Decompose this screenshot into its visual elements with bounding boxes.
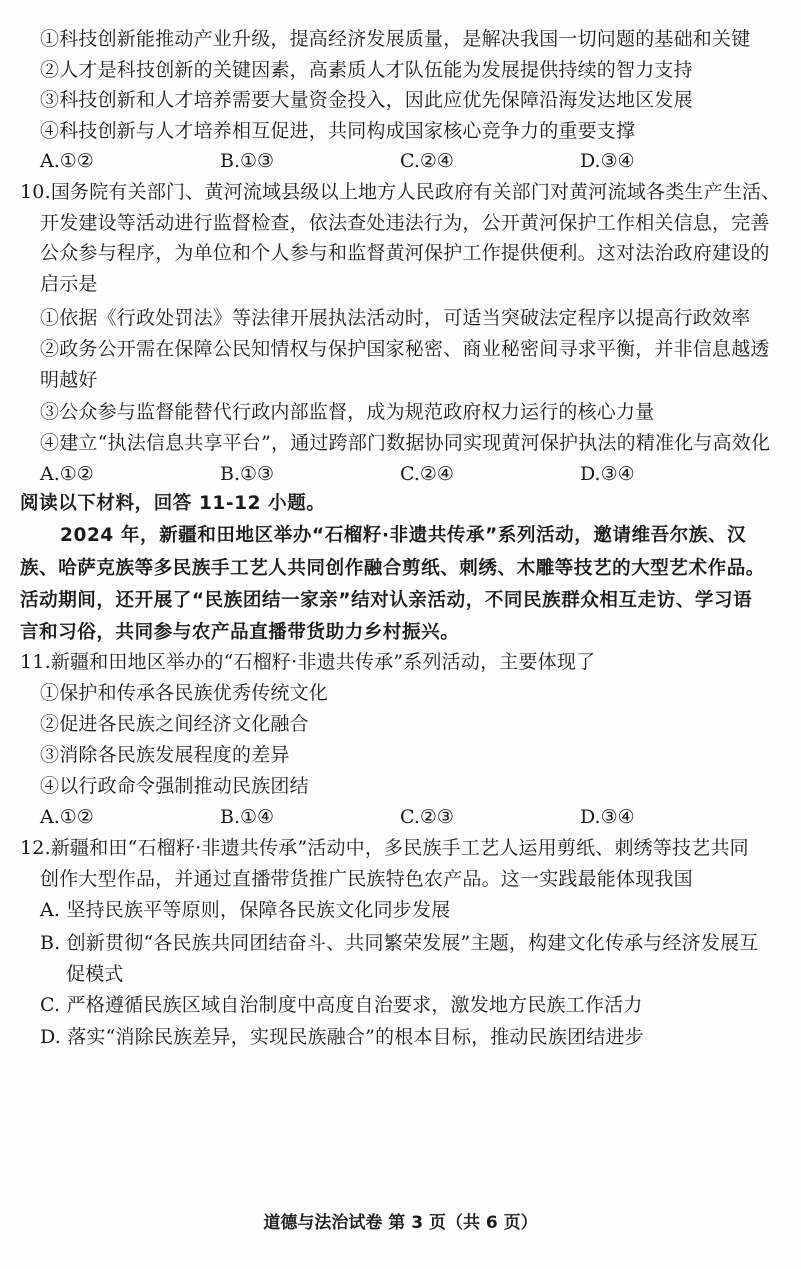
q10-option-c: C.②④ [400, 463, 454, 485]
q11-item-4: ④以行政命令强制推动民族团结 [40, 775, 309, 797]
passage-intro: 阅读以下材料，回答 11-12 小题。 [20, 493, 326, 514]
q9-option-b: B.①③ [220, 150, 275, 172]
q9-item-1: ①科技创新能推动产业升级，提高经济发展质量，是解决我国一切问题的基础和关键 [40, 28, 751, 50]
passage-line-3: 活动期间，还开展了“民族团结一家亲”结对认亲活动，不同民族群众相互走访、学习语 [20, 590, 753, 611]
passage-line-1: 2024 年，新疆和田地区举办“石榴籽·非遗共传承”系列活动，邀请维吾尔族、汉 [60, 525, 747, 546]
q12-stem-line-1: 12.新疆和田“石榴籽·非遗共传承”活动中，多民族手工艺人运用剪纸、刺绣等技艺共同 [20, 837, 749, 859]
q10-stem-line-4: 启示是 [40, 273, 98, 295]
q11-option-a: A.①② [40, 806, 94, 828]
q9-option-c: C.②④ [400, 150, 454, 172]
q9-item-2: ②人才是科技创新的关键因素，高素质人才队伍能为发展提供持续的智力支持 [40, 59, 693, 81]
passage-line-4: 言和习俗，共同参与农产品直播带货助力乡村振兴。 [20, 622, 460, 643]
q11-item-3: ③消除各民族发展程度的差异 [40, 744, 290, 766]
q10-item-2-cont: 明越好 [40, 369, 98, 391]
page-footer: 道德与法治试卷 第 3 页（共 6 页） [263, 1213, 538, 1233]
q12-choice-b-cont: 促模式 [66, 963, 124, 985]
q11-stem: 11.新疆和田地区举办的“石榴籽·非遗共传承”系列活动，主要体现了 [20, 651, 596, 673]
q10-item-4: ④建立“执法信息共享平台”，通过跨部门数据协同实现黄河保护执法的精准化与高效化 [40, 432, 771, 454]
q11-option-d: D.③④ [580, 806, 635, 828]
q9-option-d: D.③④ [580, 150, 635, 172]
q9-item-4: ④科技创新与人才培养相互促进，共同构成国家核心竞争力的重要支撑 [40, 120, 636, 142]
q10-option-a: A.①② [40, 463, 94, 485]
q11-item-2: ②促进各民族之间经济文化融合 [40, 713, 309, 735]
q11-option-b: B.①④ [220, 806, 275, 828]
q12-choice-d: D. 落实“消除民族差异，实现民族融合”的根本目标，推动民族团结进步 [40, 1026, 644, 1048]
q11-item-1: ①保护和传承各民族优秀传统文化 [40, 682, 329, 704]
q12-choice-b: B. 创新贯彻“各民族共同团结奋斗、共同繁荣发展”主题，构建文化传承与经济发展互 [40, 932, 759, 954]
q10-option-b: B.①③ [220, 463, 275, 485]
q10-stem-line-1: 10.国务院有关部门、黄河流域县级以上地方人民政府有关部门对黄河流域各类生产生活、 [20, 181, 781, 203]
q10-option-d: D.③④ [580, 463, 635, 485]
q9-option-a: A.①② [40, 150, 94, 172]
q12-choice-a: A. 坚持民族平等原则，保障各民族文化同步发展 [40, 899, 451, 921]
passage-line-2: 族、哈萨克族等多民族手工艺人共同创作融合剪纸、刺绣、木雕等技艺的大型艺术作品。 [20, 558, 765, 579]
q10-stem-line-3: 公众参与程序，为单位和个人参与和监督黄河保护工作提供便利。这对法治政府建设的 [40, 242, 770, 264]
q12-choice-c: C. 严格遵循民族区域自治制度中高度自治要求，激发地方民族工作活力 [40, 994, 643, 1016]
q11-option-c: C.②③ [400, 806, 454, 828]
q10-item-2: ②政务公开需在保障公民知情权与保护国家秘密、商业秘密间寻求平衡，并非信息越透 [40, 338, 770, 360]
q10-stem-line-2: 开发建设等活动进行监督检查，依法查处违法行为，公开黄河保护工作相关信息，完善 [40, 212, 770, 234]
q10-item-3: ③公众参与监督能替代行政内部监督，成为规范政府权力运行的核心力量 [40, 401, 655, 423]
q10-item-1: ①依据《行政处罚法》等法律开展执法活动时，可适当突破法定程序以提高行政效率 [40, 307, 751, 329]
q9-item-3: ③科技创新和人才培养需要大量资金投入，因此应优先保障沿海发达地区发展 [40, 89, 693, 111]
q12-stem-line-2: 创作大型作品，并通过直播带货推广民族特色农产品。这一实践最能体现我国 [40, 868, 693, 890]
